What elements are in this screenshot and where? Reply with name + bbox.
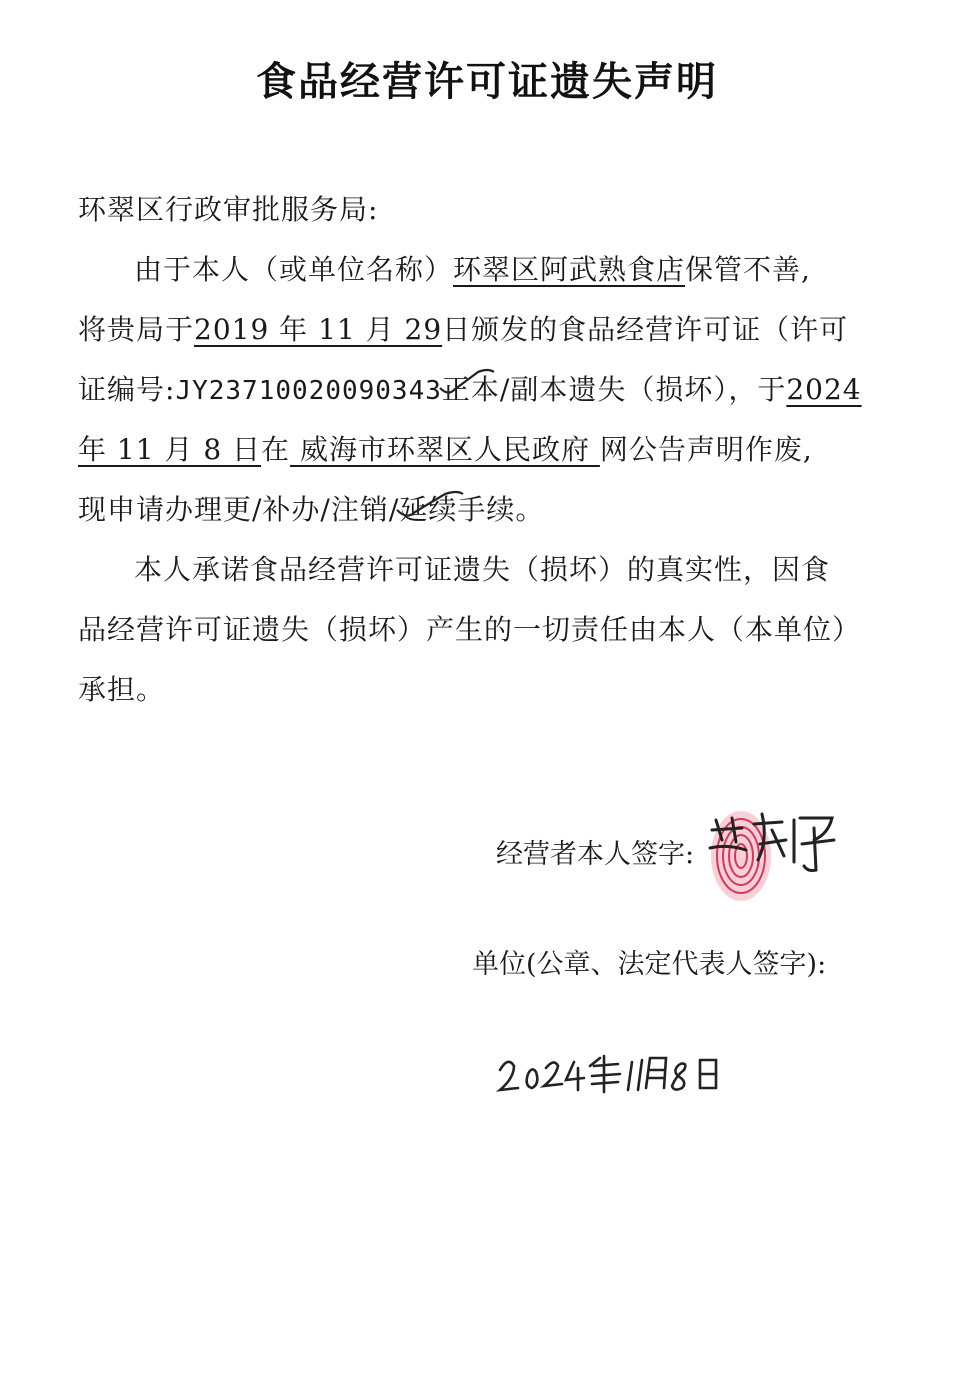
original-copy-marked: 正本 [442,368,500,408]
renewal-option-marked: 延续 [399,488,457,528]
para1-line2-prefix: 将贵局于 [78,313,195,346]
signature-label: 经营者本人签字: [496,839,695,870]
page-title: 食品经营许可证遗失声明 [256,59,718,105]
strike-mark-icon [395,488,465,524]
para2-line1: 本人承诺食品经营许可证遗失（损坏）的真实性，因食 [134,553,831,586]
para1-line1-suffix: 保管不善, [685,253,811,286]
announce-year: 2024 [786,373,862,406]
para1-line3 [78,368,862,408]
announce-date: 年 11 月 8 日 [78,433,262,466]
handwritten-date-icon [494,1048,724,1098]
para2-line2: 品经营许可证遗失（损坏）产生的一切责任由本人（本单位） [78,613,862,646]
para1-line2 [78,308,848,348]
para1-line4-suffix: 网公告声明作废, [599,433,813,466]
para1-line4-at: 在 [261,433,291,466]
handwritten-signature-icon [702,800,842,880]
announce-site: 威海市环翠区人民政府 [290,433,600,466]
license-number: JY23710020090343 [175,376,442,406]
para1-line2-suffix: 日颁发的食品经营许可证（许可 [442,313,849,346]
unit-seal-label: 单位(公章、法定代表人签字): [472,949,827,980]
para1-line5-suffix: 手续。 [457,493,545,526]
para1-line5 [78,488,544,528]
license-number-label: 证编号: [78,373,176,406]
para1-line5-prefix: 现申请办理更/补办/注销/ [78,493,400,526]
para1-line3-middle: /副本遗失（损坏），于 [499,373,787,406]
business-name: 环翠区阿武熟食店 [453,253,686,286]
para1-line4 [78,428,813,468]
para1-line1-prefix: 由于本人（或单位名称） [134,253,454,286]
issue-date: 2019 年 11 月 29 [194,313,443,346]
addressee: 环翠区行政审批服务局: [78,193,379,226]
para1-line1 [134,248,811,288]
strike-mark-icon [438,366,498,402]
para2-line3: 承担。 [78,673,166,706]
